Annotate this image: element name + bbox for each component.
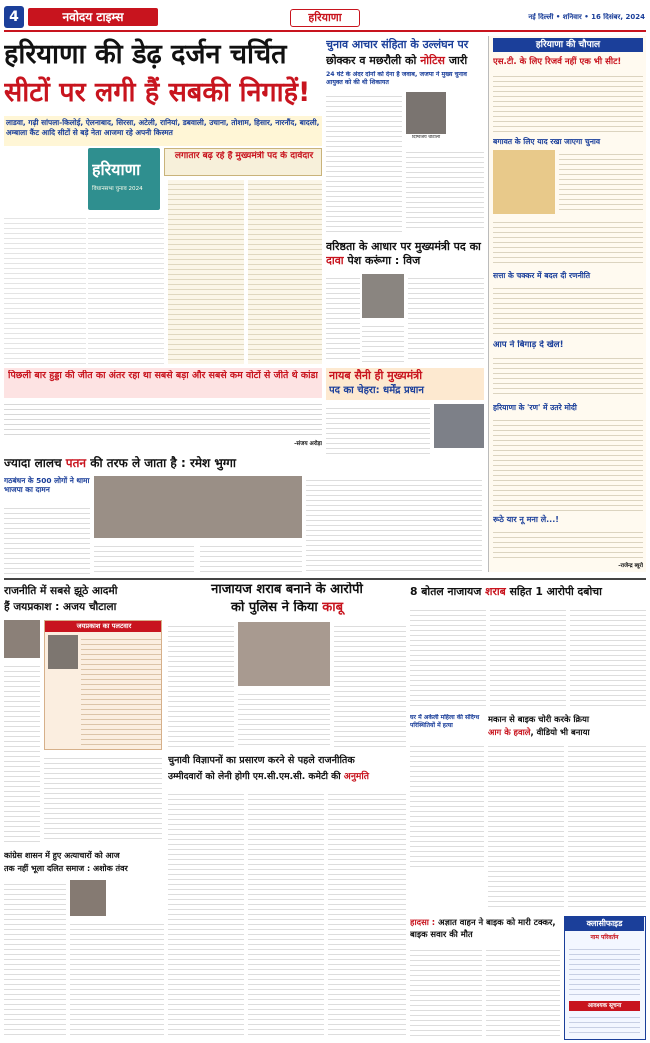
chaupal-lead-body xyxy=(493,72,643,132)
kabu-headline-pre: को पुलिस ने किया xyxy=(230,600,323,615)
lead-headline-line1: हरियाणा की डेढ़ दर्जन चर्चित xyxy=(4,39,287,70)
page-number: 4 xyxy=(9,9,19,25)
ads-headline-line2 xyxy=(168,770,406,785)
accident-body-col1 xyxy=(410,946,482,1038)
classified-title: क्लासीफाइड xyxy=(565,917,644,931)
ramesh-body-col1 xyxy=(4,504,90,574)
notice-headline-line2 xyxy=(326,54,484,69)
ramesh-headline-pre: ज्यादा लालच xyxy=(4,456,66,470)
bottles-body-col3 xyxy=(570,606,646,708)
header-rule xyxy=(4,30,646,32)
accident-headline-pre: हादसा : xyxy=(410,917,439,927)
logo-text: हरियाणा xyxy=(92,160,141,179)
chaupal-item4-body xyxy=(493,416,643,512)
ramesh-subhead: गठबंधन के 500 लोगों ने थामा भाजपा का दामन xyxy=(4,476,90,494)
ashok-body-col1 xyxy=(4,880,66,1038)
ads-headline-highlight: अनुमति xyxy=(343,771,370,782)
vij-headline-post: पेश करूंगा : विज xyxy=(343,254,421,267)
ramesh-story xyxy=(4,456,484,576)
chaupal-item2-headline: सत्ता के चक्कर में बदल दी रणनीति xyxy=(493,271,591,280)
fire-body-col2 xyxy=(568,742,646,908)
ramesh-body-col4 xyxy=(306,476,482,574)
bottles-headline xyxy=(410,584,646,601)
lead-headline-line2 xyxy=(4,76,322,112)
bottles-headline-post: सहित 1 आरोपी दबोचा xyxy=(505,585,602,598)
saini-photo xyxy=(434,404,484,448)
ashok-headline-line2: तक नहीं भूला दलित समाज : अशोक तंवर xyxy=(4,864,128,873)
ashok-story xyxy=(4,850,164,1040)
chaupal-title: हरियाणा की चौपाल xyxy=(493,38,643,52)
lead-subhead: लाडवा, गढ़ी सांपला-किलोई, ऐलनाबाद, सिरसा, अटेली, रानियां, डबवाली, उचाना, तोशाम, हिसार, नारनौंद, बादली, अम्बाला कैंट आदि सीटों से बड़े नेता आजमा रहे अपनी किस्मत xyxy=(4,116,322,146)
chaupal-lead-headline: एस.टी. के लिए रिजर्व नहीं एक भी सीट! xyxy=(493,57,622,67)
fire-story xyxy=(488,714,646,910)
classified-ad-body xyxy=(569,1013,640,1037)
bottles-body-col2 xyxy=(490,606,566,708)
lead-body-col2 xyxy=(88,214,164,364)
ramesh-body-col3 xyxy=(200,542,302,574)
notice-photo-caption: दिग्विजय चौटाला xyxy=(411,135,441,140)
fire-headline-pre: आग के हवाले xyxy=(488,727,531,737)
ads-headline-line1: चुनावी विज्ञापनों का प्रसारण करने से पहले राजनीतिक xyxy=(168,755,355,766)
notice-headline-highlight: नोटिस xyxy=(420,54,445,67)
kabu-headline-line1: नाजायज शराब बनाने के आरोपी xyxy=(211,582,363,597)
ajay-body-col2 xyxy=(44,754,162,842)
saini-headline-line2: पद का चेहरा: धर्मेंद्र प्रधान xyxy=(329,385,424,396)
ads-body-col2 xyxy=(248,790,324,1038)
chaupal-item4-headline: हरियाणा के 'रण' में उतरे मोदी xyxy=(493,403,577,412)
lead-body-col1b xyxy=(4,214,86,364)
classified-sub: नाम परिवर्तन xyxy=(590,934,619,941)
ajay-photo xyxy=(4,620,40,658)
saini-body-col1 xyxy=(326,404,430,456)
notice-headline-pre: छोक्कर व मछरौली को xyxy=(326,54,421,67)
vij-body-col2 xyxy=(362,322,404,362)
lady-body xyxy=(410,742,484,868)
chaupal-byline: -राजेन्द्र ब्यूरो xyxy=(618,563,643,569)
lead-body-col3 xyxy=(168,180,244,364)
saini-headline-box xyxy=(326,368,484,400)
kabu-body-col1 xyxy=(168,622,234,748)
saini-headline-line1: नायब सैनी ही मुख्यमंत्री xyxy=(329,369,423,382)
kabu-headline-highlight: काबू xyxy=(322,600,344,615)
ashok-body-col2 xyxy=(70,920,164,1038)
lead-story xyxy=(4,36,322,450)
notice-headline-line1: चुनाव आचार संहिता के उल्लंघन पर xyxy=(326,38,469,51)
lead-body-col1 xyxy=(4,150,86,186)
notice-photo xyxy=(406,92,446,134)
ramesh-photo xyxy=(94,476,302,538)
lead-banner-text: पिछली बार हुड्डा की जीत का अंतर रहा था सबसे बड़ा और सबसे कम वोटों से जीते थे कांडा xyxy=(8,370,318,381)
dateline: नई दिल्ली • शनिवार • 16 दिसंबर, 2024 xyxy=(528,13,645,21)
vij-headline xyxy=(326,240,484,270)
classified-ad-title: आवश्यक सूचना xyxy=(569,1001,640,1011)
fire-headline-line1: मकान से बाइक चोरी करके क्रिया xyxy=(488,714,589,724)
ashok-headline-line1: कांग्रेस शासन में हुए अत्याचारों को आज xyxy=(4,851,120,860)
classified-body xyxy=(569,945,640,997)
vij-body-col1 xyxy=(326,274,360,362)
ajay-story xyxy=(4,582,164,846)
lead-body-col4 xyxy=(248,180,322,364)
chaupal-item1-body xyxy=(559,150,643,214)
lead-byline: -संजय अरोड़ा xyxy=(294,441,322,447)
ramesh-headline xyxy=(4,456,304,472)
page-number-badge xyxy=(4,6,24,28)
ajay-inset-box xyxy=(44,620,162,750)
section-divider xyxy=(4,578,646,580)
classified-box xyxy=(564,916,646,1040)
section-tab: हरियाणा xyxy=(290,9,360,27)
logo-subtext: विधानसभा चुनाव 2024 xyxy=(92,186,143,192)
ajay-inset-title: जयप्रकाश का पलटवार xyxy=(45,621,162,632)
cm-race-box xyxy=(164,148,322,176)
notice-subhead: 24 घंटे के अंदर दोनों को देना है जवाब, जजपा ने मुख्य चुनाव आयुक्त को की थी शिकायत xyxy=(326,71,467,87)
lady-headline: घर में अकेली महिला की संदिग्ध परिस्थितियों में हत्या xyxy=(410,714,480,730)
chaupal-sidebar xyxy=(488,36,646,572)
accident-headline-post: अज्ञात वाहन ने बाइक को मारी टक्कर, बाइक सवार की मौत xyxy=(410,917,556,939)
jaiprakash-photo xyxy=(48,635,78,669)
ajay-headline-line1: राजनीति में सबसे झूठे आदमी xyxy=(4,585,118,597)
chaupal-item5-headline: रूठे यार नू मना ले...! xyxy=(493,515,559,524)
ads-story xyxy=(168,754,406,1040)
ads-body-col1 xyxy=(168,790,244,1038)
notice-story xyxy=(326,36,484,236)
lead-banner-body xyxy=(4,400,322,438)
accident-story xyxy=(410,916,560,1040)
ramesh-headline-post: की तरफ ले जाता है : रमेश भुग्गा xyxy=(86,456,237,470)
bottles-body-col1 xyxy=(410,606,486,708)
ramesh-headline-highlight: पतन xyxy=(65,456,87,470)
masthead: नवोदय टाइम्स xyxy=(28,8,158,26)
kabu-photo xyxy=(238,622,330,686)
notice-headline-post: जारी xyxy=(444,54,468,67)
kabu-headline-line2 xyxy=(168,600,406,617)
vij-photo xyxy=(362,274,404,318)
election-logo xyxy=(88,148,160,210)
ajay-headline-line2: हैं जयप्रकाश : अजय चौटाला xyxy=(4,601,117,613)
chaupal-item3-body xyxy=(493,354,643,398)
lady-story xyxy=(410,714,484,870)
vij-story xyxy=(326,240,484,364)
ajay-body-col1 xyxy=(4,662,40,842)
bottles-story xyxy=(410,582,646,710)
chaupal-item3-headline: आप ने बिगाड़ दे खेल! xyxy=(493,340,564,350)
lead-headline-line2-text: सीटों पर लगी हैं सबकी निगाहें! xyxy=(4,77,311,108)
ajay-inset-body xyxy=(81,635,161,747)
fire-headline-line2 xyxy=(488,727,646,739)
kabu-story xyxy=(168,582,406,750)
lead-banner xyxy=(4,368,322,398)
chaupal-item1-headline: बगावत के लिए याद रखा जाएगा चुनाव xyxy=(493,137,601,146)
notice-body-col1 xyxy=(326,92,402,232)
accident-headline xyxy=(410,916,560,942)
kabu-body-col2 xyxy=(238,690,330,748)
chaupal-item1-body2 xyxy=(493,218,643,266)
fire-body-col1 xyxy=(488,742,564,908)
ashok-photo xyxy=(70,880,106,916)
ramesh-body-col2 xyxy=(94,542,194,574)
vij-headline-highlight: दावा xyxy=(326,254,344,267)
vij-body-col3 xyxy=(408,274,484,362)
fire-headline-post: , वीडियो भी बनाया xyxy=(530,727,590,737)
accident-body-col2 xyxy=(486,946,560,1038)
chaupal-item5-body xyxy=(493,528,643,560)
chaupal-cartoon xyxy=(493,150,555,214)
vij-headline-pre: वरिष्ठता के आधार पर मुख्यमंत्री पद का xyxy=(326,240,481,253)
saini-story xyxy=(326,368,484,458)
bottles-headline-highlight: शराब xyxy=(485,585,506,598)
ads-body-col3 xyxy=(328,790,406,1038)
ads-headline-pre: उम्मीदवारों को लेनी होगी एम.सी.एम.सी. कमेटी की xyxy=(168,771,344,782)
page-header xyxy=(0,0,650,34)
notice-body-col2 xyxy=(406,148,484,232)
kabu-body-col3 xyxy=(334,622,406,748)
chaupal-item2-body xyxy=(493,284,643,336)
bottles-headline-pre: 8 बोतल नाजायज xyxy=(410,585,486,598)
cm-race-headline: लगातार बढ़ रहे हैं मुख्यमंत्री पद के दावेदार xyxy=(174,151,314,161)
